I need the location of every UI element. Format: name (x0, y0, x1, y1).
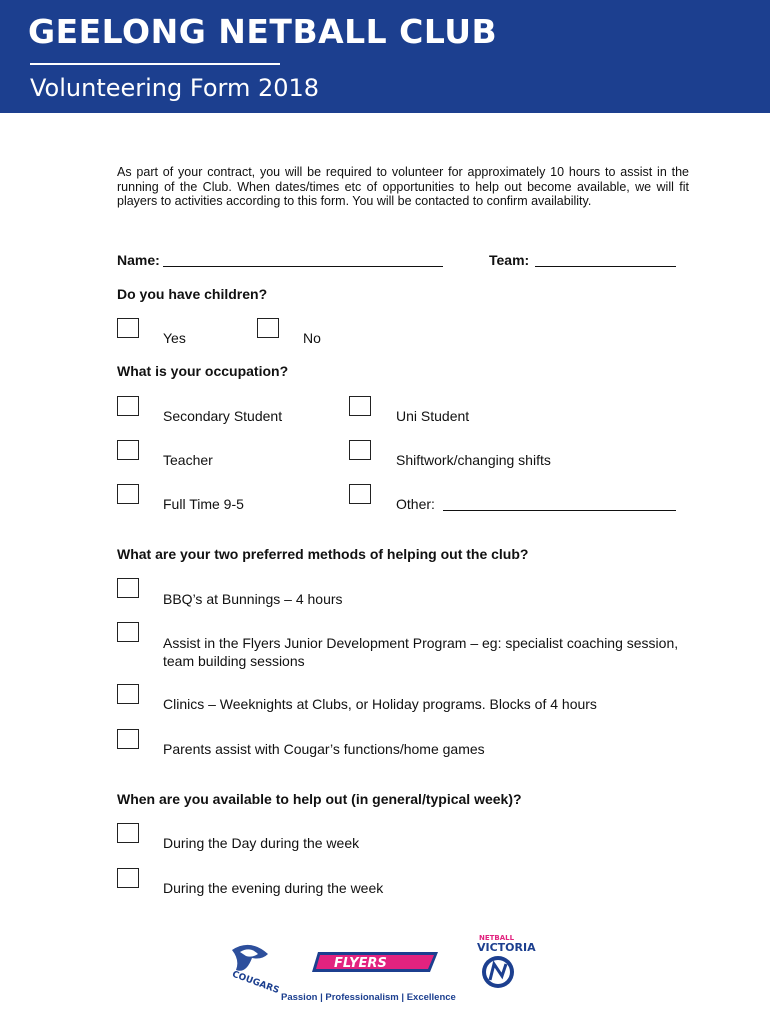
option-daytime: During the Day during the week (163, 835, 360, 851)
sponsor-logos-graphic (0, 930, 770, 1024)
option-evening: During the evening during the week (163, 880, 384, 896)
checkbox-evening[interactable] (117, 868, 139, 888)
children-question: Do you have children? (117, 286, 268, 302)
checkbox-shiftwork[interactable] (349, 440, 371, 460)
checkbox-daytime[interactable] (117, 823, 139, 843)
option-secondary-student: Secondary Student (163, 408, 283, 424)
checkbox-other[interactable] (349, 484, 371, 504)
svg-text:COUGARS: COUGARS (230, 969, 281, 996)
methods-question: What are your two preferred methods of helping out the club? (117, 546, 529, 562)
availability-question: When are you available to help out (in general/typical week)? (117, 791, 522, 807)
netball-victoria-logo (477, 934, 536, 988)
checkbox-uni-student[interactable] (349, 396, 371, 416)
option-other: Other: (396, 496, 435, 512)
checkbox-bbq[interactable] (117, 578, 139, 598)
option-parents-assist: Parents assist with Cougar’s functions/home games (163, 741, 485, 757)
name-field[interactable] (163, 266, 443, 267)
checkbox-clinics[interactable] (117, 684, 139, 704)
checkbox-secondary-student[interactable] (117, 396, 139, 416)
name-label: Name: (117, 252, 160, 268)
option-flyers-program: Assist in the Flyers Junior Development Program – eg: specialist coaching session, team building sessions (163, 635, 679, 669)
option-bbq: BBQ’s at Bunnings – 4 hours (163, 591, 343, 607)
option-children-no: No (303, 330, 321, 346)
team-label: Team: (489, 252, 530, 268)
header-banner (0, 0, 770, 113)
footer-logos (0, 930, 770, 1024)
team-field[interactable] (535, 266, 676, 267)
option-teacher: Teacher (163, 452, 213, 468)
cougars-logo (231, 945, 281, 996)
flyers-logo (312, 952, 438, 972)
form-subtitle: Volunteering Form 2018 (30, 74, 320, 102)
header-divider (30, 63, 280, 65)
checkbox-full-time[interactable] (117, 484, 139, 504)
checkbox-flyers-program[interactable] (117, 622, 139, 642)
svg-text:VICTORIA: VICTORIA (477, 941, 536, 954)
other-occupation-field[interactable] (443, 510, 676, 511)
checkbox-parents-assist[interactable] (117, 729, 139, 749)
svg-text:NETBALL: NETBALL (479, 934, 515, 942)
option-clinics: Clinics – Weeknights at Clubs, or Holiday programs. Blocks of 4 hours (163, 696, 597, 712)
option-children-yes: Yes (163, 330, 186, 346)
checkbox-children-no[interactable] (257, 318, 279, 338)
club-tagline: Passion | Professionalism | Excellence (281, 992, 456, 1003)
club-title: GEELONG NETBALL CLUB (28, 12, 498, 51)
occupation-question: What is your occupation? (117, 363, 289, 379)
checkbox-teacher[interactable] (117, 440, 139, 460)
checkbox-children-yes[interactable] (117, 318, 139, 338)
intro-paragraph: As part of your contract, you will be required to volunteer for approximately 10 hours to assist in the running of the Club. When dates/times etc of opportunities to help out become available, we will fit players to activities according to this form. You will be contacted to confirm availability. (117, 165, 689, 208)
option-uni-student: Uni Student (396, 408, 470, 424)
option-shiftwork: Shiftwork/changing shifts (396, 452, 551, 468)
option-full-time: Full Time 9-5 (163, 496, 244, 512)
svg-text:FLYERS: FLYERS (334, 956, 387, 971)
